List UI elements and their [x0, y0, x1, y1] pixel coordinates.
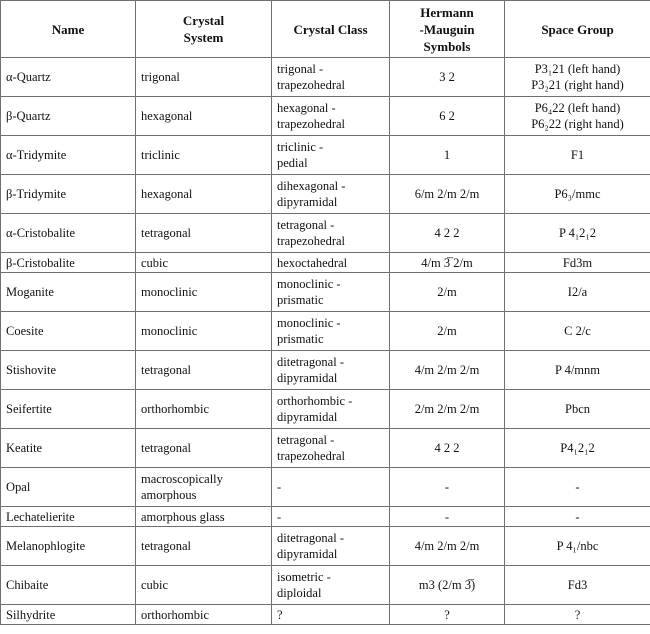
cell-hermann-mauguin: 4 2 2	[390, 214, 505, 253]
table-row	[1, 312, 650, 351]
header-row	[1, 1, 650, 58]
cell-space-group: Pbcn	[505, 390, 650, 429]
cell-hermann-mauguin: 2/m	[390, 273, 505, 312]
table-row	[1, 273, 650, 312]
table-row	[1, 527, 650, 566]
cell-hermann-mauguin: ?	[390, 605, 505, 625]
cell-name: Opal	[1, 468, 136, 507]
cell-crystal-system: cubic	[136, 566, 272, 605]
cell-space-group: F1	[505, 136, 650, 175]
table-row	[1, 175, 650, 214]
cell-crystal-class: triclinic - pedial	[272, 136, 390, 175]
cell-space-group: Fd3m	[505, 253, 650, 273]
table-row	[1, 390, 650, 429]
cell-name: α-Tridymite	[1, 136, 136, 175]
header-name: Name	[1, 1, 136, 58]
cell-crystal-class: ditetragonal - dipyramidal	[272, 351, 390, 390]
cell-crystal-class: tetragonal - trapezohedral	[272, 214, 390, 253]
cell-space-group: -	[505, 507, 650, 527]
cell-crystal-class: -	[272, 507, 390, 527]
cell-space-group: P 4₁2₁2	[505, 214, 650, 253]
cell-crystal-system: monoclinic	[136, 312, 272, 351]
cell-crystal-class: -	[272, 468, 390, 507]
cell-space-group: -	[505, 468, 650, 507]
cell-hermann-mauguin: 6 2	[390, 97, 505, 136]
cell-space-group: P4₁2₁2	[505, 429, 650, 468]
cell-name: Moganite	[1, 273, 136, 312]
cell-crystal-system: cubic	[136, 253, 272, 273]
cell-crystal-class: isometric - diploidal	[272, 566, 390, 605]
table-row	[1, 566, 650, 605]
cell-name: β-Quartz	[1, 97, 136, 136]
cell-crystal-system: tetragonal	[136, 351, 272, 390]
table-row	[1, 429, 650, 468]
cell-crystal-system: orthorhombic	[136, 605, 272, 625]
cell-crystal-class: monoclinic - prismatic	[272, 273, 390, 312]
cell-space-group: P3₁21 (left hand) P3₂21 (right hand)	[505, 58, 650, 97]
cell-crystal-class: hexagonal - trapezohedral	[272, 97, 390, 136]
cell-crystal-system: hexagonal	[136, 97, 272, 136]
table-row	[1, 468, 650, 507]
cell-crystal-system: tetragonal	[136, 429, 272, 468]
cell-space-group: I2/a	[505, 273, 650, 312]
cell-crystal-class: ?	[272, 605, 390, 625]
cell-crystal-system: orthorhombic	[136, 390, 272, 429]
cell-crystal-class: tetragonal - trapezohedral	[272, 429, 390, 468]
cell-space-group: Fd3	[505, 566, 650, 605]
cell-hermann-mauguin: 4/m 2/m 2/m	[390, 527, 505, 566]
cell-crystal-system: amorphous glass	[136, 507, 272, 527]
table-row	[1, 605, 650, 625]
cell-name: Melanophlogite	[1, 527, 136, 566]
cell-hermann-mauguin: 6/m 2/m 2/m	[390, 175, 505, 214]
cell-crystal-class: orthorhombic - dipyramidal	[272, 390, 390, 429]
table-body	[1, 58, 650, 625]
cell-name: β-Tridymite	[1, 175, 136, 214]
table-row	[1, 136, 650, 175]
cell-crystal-class: hexoctahedral	[272, 253, 390, 273]
cell-name: Chibaite	[1, 566, 136, 605]
cell-hermann-mauguin: 4 2 2	[390, 429, 505, 468]
cell-name: α-Quartz	[1, 58, 136, 97]
cell-name: Keatite	[1, 429, 136, 468]
cell-hermann-mauguin: -	[390, 507, 505, 527]
cell-hermann-mauguin: 1	[390, 136, 505, 175]
table-row	[1, 97, 650, 136]
cell-crystal-class: trigonal - trapezohedral	[272, 58, 390, 97]
cell-name: α-Cristobalite	[1, 214, 136, 253]
table-row	[1, 351, 650, 390]
cell-space-group: P6₃/mmc	[505, 175, 650, 214]
cell-crystal-system: tetragonal	[136, 214, 272, 253]
header-space-group: Space Group	[505, 1, 650, 58]
cell-crystal-system: monoclinic	[136, 273, 272, 312]
table-row	[1, 58, 650, 97]
table-row	[1, 214, 650, 253]
cell-crystal-class: ditetragonal - dipyramidal	[272, 527, 390, 566]
header-crystal-class: Crystal Class	[272, 1, 390, 58]
header-crystal-system: Crystal System	[136, 1, 272, 58]
cell-crystal-system: triclinic	[136, 136, 272, 175]
cell-space-group: C 2/c	[505, 312, 650, 351]
cell-hermann-mauguin: m3 (2/m 3̅)	[390, 566, 505, 605]
cell-space-group: P 4/mnm	[505, 351, 650, 390]
cell-hermann-mauguin: -	[390, 468, 505, 507]
header-hermann-mauguin: Hermann -Mauguin Symbols	[390, 1, 505, 58]
cell-space-group: P6₄22 (left hand) P6₂22 (right hand)	[505, 97, 650, 136]
cell-crystal-system: macroscopically amorphous	[136, 468, 272, 507]
cell-crystal-class: monoclinic - prismatic	[272, 312, 390, 351]
cell-crystal-system: hexagonal	[136, 175, 272, 214]
cell-crystal-system: trigonal	[136, 58, 272, 97]
cell-hermann-mauguin: 2/m	[390, 312, 505, 351]
table-row	[1, 507, 650, 527]
cell-crystal-system: tetragonal	[136, 527, 272, 566]
cell-crystal-class: dihexagonal - dipyramidal	[272, 175, 390, 214]
cell-space-group: ?	[505, 605, 650, 625]
cell-hermann-mauguin: 3 2	[390, 58, 505, 97]
cell-name: Coesite	[1, 312, 136, 351]
cell-hermann-mauguin: 4/m 2/m 2/m	[390, 351, 505, 390]
cell-hermann-mauguin: 4/m 3̅ 2/m	[390, 253, 505, 273]
table-row	[1, 253, 650, 273]
cell-name: β-Cristobalite	[1, 253, 136, 273]
cell-hermann-mauguin: 2/m 2/m 2/m	[390, 390, 505, 429]
cell-name: Silhydrite	[1, 605, 136, 625]
cell-space-group: P 4₁/nbc	[505, 527, 650, 566]
cell-name: Lechatelierite	[1, 507, 136, 527]
cell-name: Stishovite	[1, 351, 136, 390]
cell-name: Seifertite	[1, 390, 136, 429]
